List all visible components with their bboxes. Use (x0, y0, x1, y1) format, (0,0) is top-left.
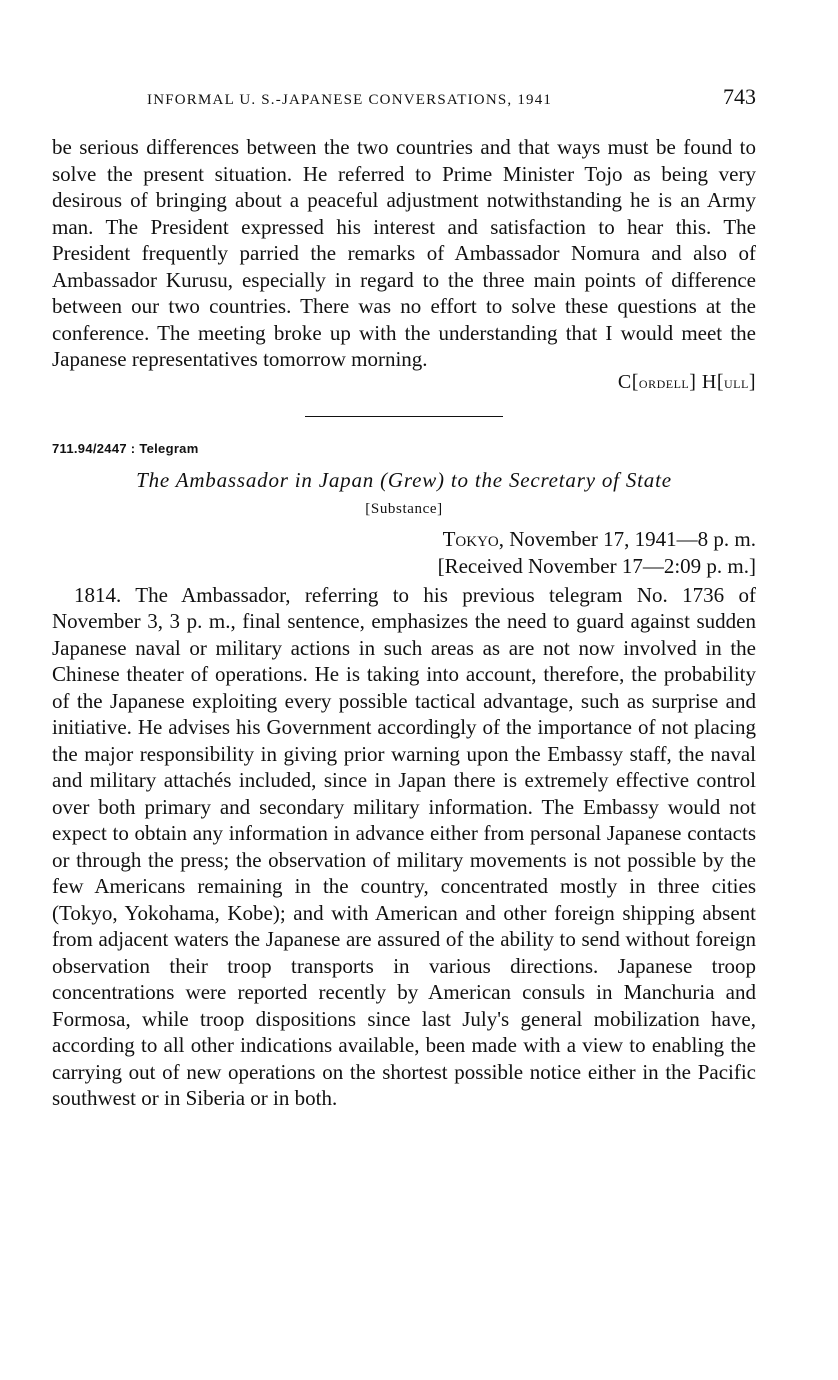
document-title: The Ambassador in Japan (Grew) to the Secretary of State (136, 467, 672, 492)
dateline-sent (52, 526, 756, 553)
signature-end: ] (748, 370, 756, 393)
running-header (52, 84, 756, 124)
signature-ull: ull (724, 372, 749, 392)
signature (52, 371, 756, 394)
signature-mid: ] H[ (689, 370, 724, 393)
running-title: INFORMAL U. S.-JAPANESE CONVERSATIONS, 1941 (147, 92, 553, 108)
page-number: 743 (723, 84, 756, 109)
signature-ordell: ordell (638, 372, 690, 392)
dateline-city: Tokyo (442, 526, 499, 551)
telegram-body: 1814. The Ambassador, referring to his previous telegram No. 1736 of November 3, 3 p. m., final sentence, emphasizes the need to guard against sudden Japanese naval or military actions in such areas as are not now involved in the Chinese theater of operations. He is taking into account, therefore, the probability of the Japanese exploiting every possible tactical advantage, such as surprise and initiative. He advises his Government accordingly of the importance of not placing the major responsibility in giving prior warning upon the Embassy staff, the naval and military attachés included, since in Japan there is extremely effective control over both primary and secondary military information. The Embassy would not expect to obtain any information in advance either from personal Japanese contacts or through the press; the observation of military movements is not possible by the few Americans remaining in the country, concentrated mostly in three cities (Tokyo, Yokohama, Kobe); and with American and other foreign shipping absent from adjacent waters the Japanese are assured of the ability to send without foreign observation their troop transports in various directions. Japanese troop concentrations were reported recently by American consuls in Manchuria and Formosa, while troop dispositions since last July's general mobilization have, according to all other indications available, been made with a view to enabling the carrying out of new operations on the shortest possible notice either in the Pacific southwest or in Siberia or in both. (52, 582, 756, 1110)
file-reference: 711.94/2447 : Telegram (52, 440, 199, 456)
document-page (52, 84, 756, 1112)
substance-label: [Substance] (365, 500, 443, 517)
dateline-received: [Received November 17—2:09 p. m.] (437, 553, 756, 578)
dateline-date: , November 17, 1941—8 p. m. (498, 526, 756, 551)
continuation-paragraph: be serious differences between the two countries and that ways must be found to solve the present situation. He referred to Prime Minister Tojo as being very desirous of bringing about a peaceful adjustment notwithstanding he is an Army man. The President expressed his interest and satisfaction to hear this. The President frequently parried the remarks of Ambassador Nomura and also of Ambassador Kurusu, especially in regard to the three main points of difference between our two countries. There was no effort to solve these questions at the conference. The meeting broke up with the understanding that I would meet the Japanese representatives tomorrow morning. (52, 135, 756, 371)
signature-c: C[ (617, 370, 639, 393)
dateline (52, 526, 756, 580)
section-divider (305, 416, 503, 417)
